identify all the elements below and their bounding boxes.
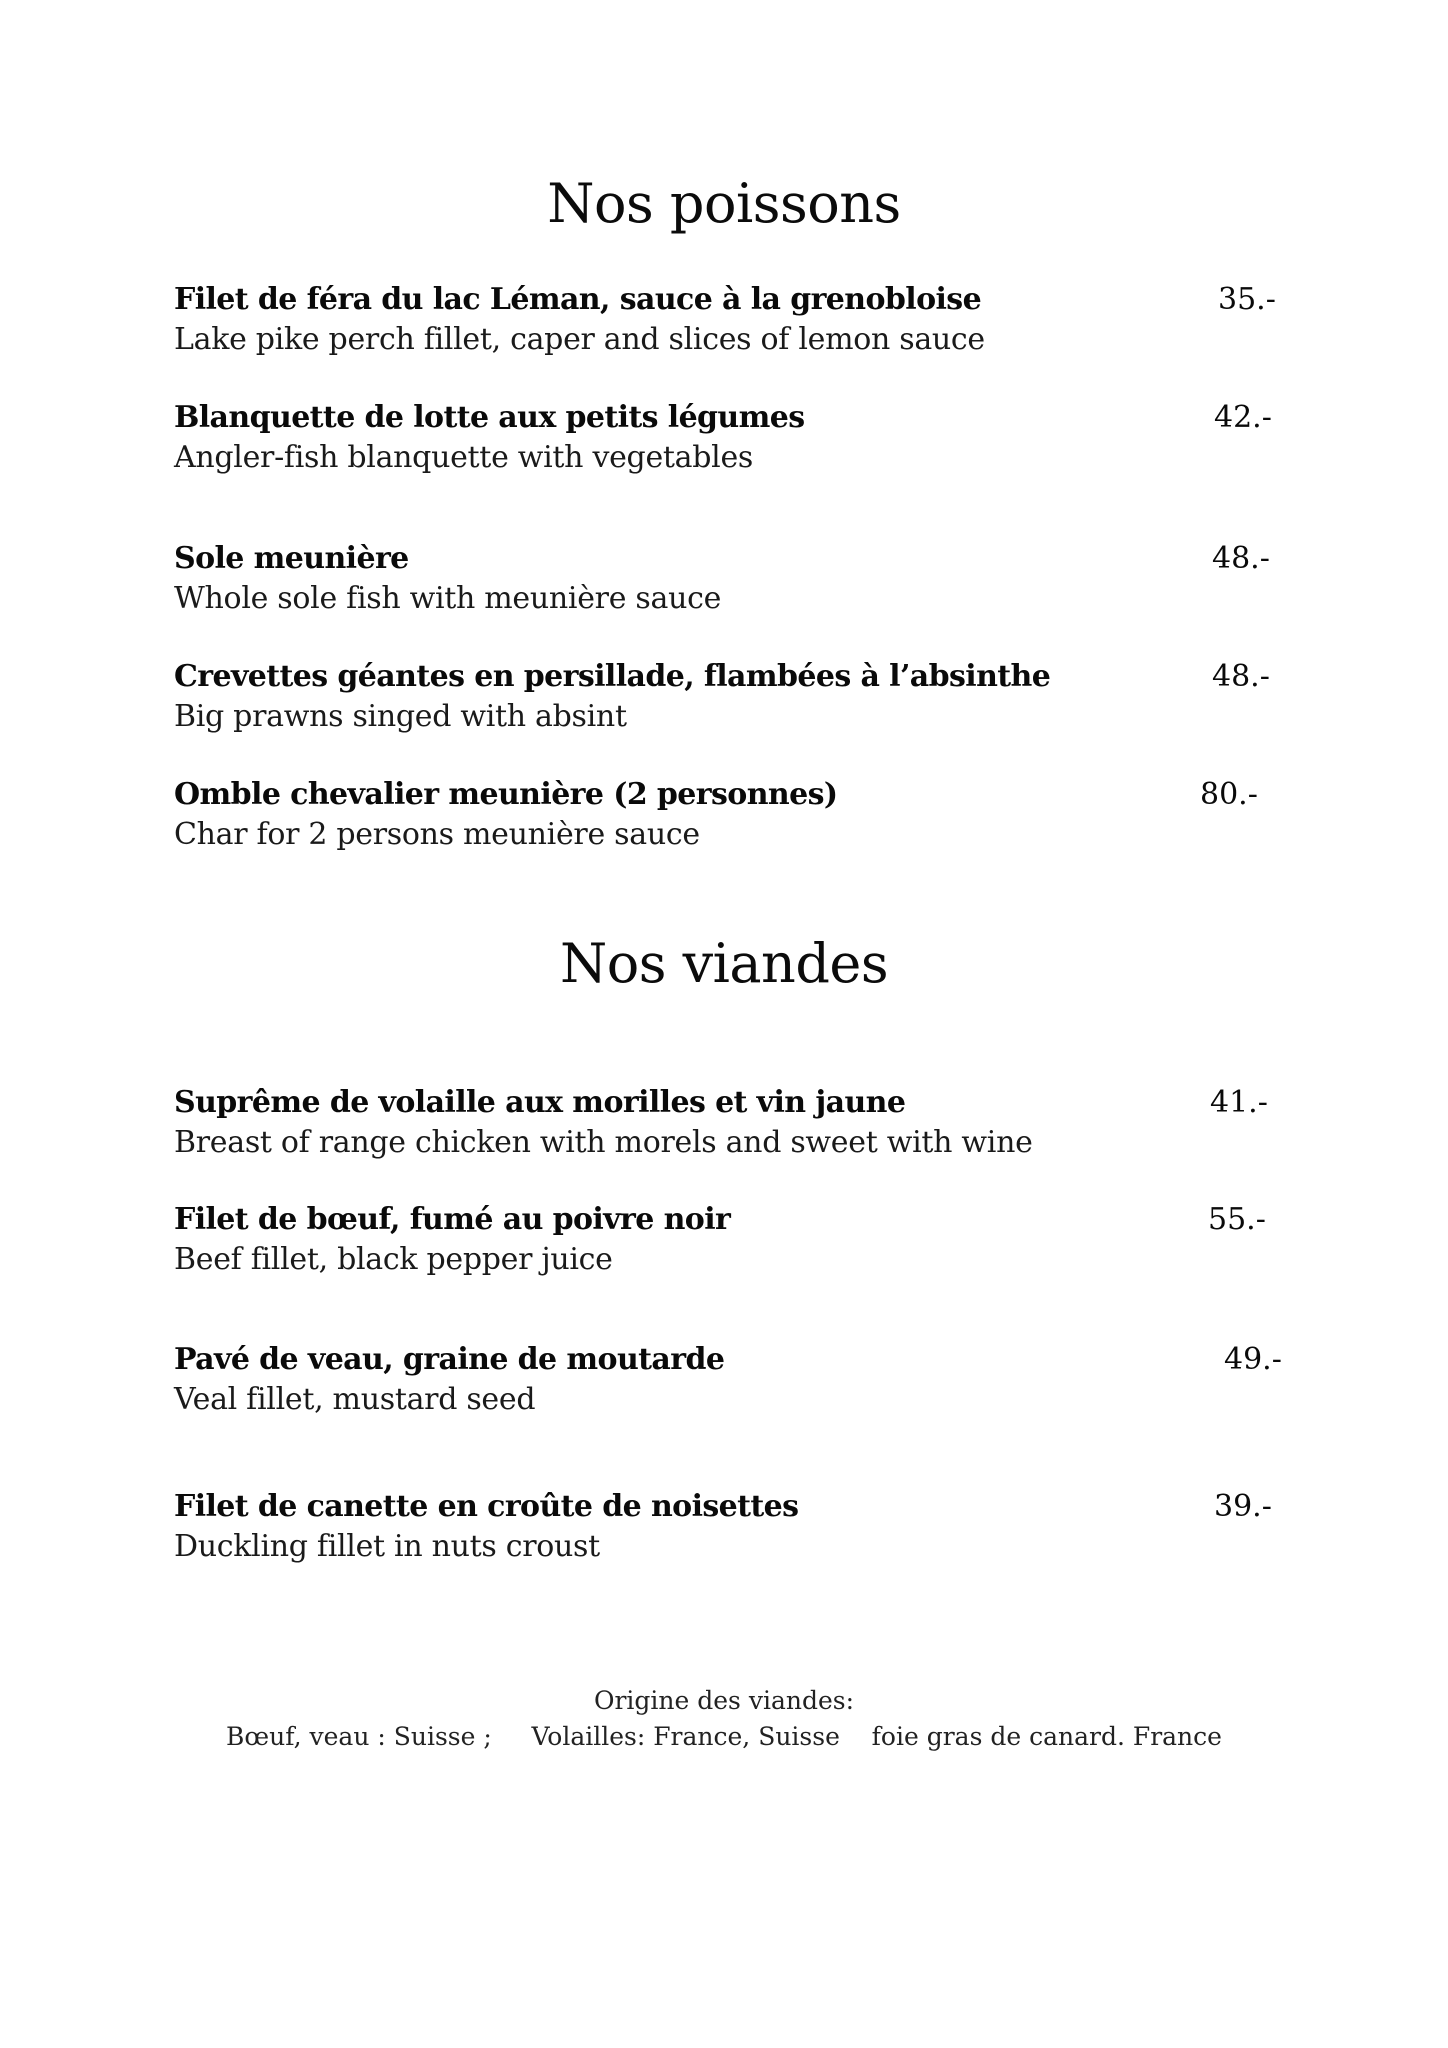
dish-name: Blanquette de lotte aux petits légumes: [174, 400, 805, 435]
dish-name: Sole meunière: [174, 541, 409, 576]
dish-description: Beef fillet, black pepper juice: [174, 1242, 613, 1277]
dish-description: Duckling fillet in nuts croust: [174, 1529, 600, 1564]
dish-name: Omble chevalier meunière (2 personnes): [174, 777, 838, 812]
section-title-poissons: Nos poissons: [547, 172, 901, 235]
dish-description: Breast of range chicken with morels and sweet with wine: [174, 1125, 1033, 1160]
dish-price: 49.-: [1224, 1342, 1282, 1377]
dish-description: Veal fillet, mustard seed: [174, 1382, 536, 1417]
dish-name: Filet de bœuf, fumé au poivre noir: [174, 1202, 731, 1237]
footnote-heading: Origine des viandes:: [593, 1686, 855, 1715]
dish-name: Pavé de veau, graine de moutarde: [174, 1342, 725, 1377]
dish-price: 48.-: [1212, 541, 1270, 576]
dish-name: Filet de féra du lac Léman, sauce à la grenobloise: [174, 282, 982, 317]
footnote-details: Bœuf, veau : Suisse ; Volailles: France, Suisse foie gras de canard. France: [226, 1722, 1222, 1751]
dish-description: Big prawns singed with absint: [174, 699, 627, 734]
dish-price: 48.-: [1212, 659, 1270, 694]
section-title-viandes: Nos viandes: [559, 932, 889, 995]
dish-price: 55.-: [1208, 1202, 1266, 1237]
dish-description: Angler-fish blanquette with vegetables: [174, 440, 753, 475]
dish-name: Suprême de volaille aux morilles et vin jaune: [174, 1085, 906, 1120]
dish-price: 42.-: [1214, 400, 1272, 435]
dish-name: Filet de canette en croûte de noisettes: [174, 1489, 799, 1524]
dish-price: 41.-: [1210, 1085, 1268, 1120]
dish-price: 39.-: [1214, 1489, 1272, 1524]
dish-name: Crevettes géantes en persillade, flambées à l’absinthe: [174, 659, 1051, 694]
dish-price: 35.-: [1218, 282, 1276, 317]
dish-description: Whole sole fish with meunière sauce: [174, 581, 722, 616]
dish-description: Char for 2 persons meunière sauce: [174, 817, 700, 852]
dish-price: 80.-: [1200, 777, 1258, 812]
dish-description: Lake pike perch fillet, caper and slices of lemon sauce: [174, 322, 985, 357]
